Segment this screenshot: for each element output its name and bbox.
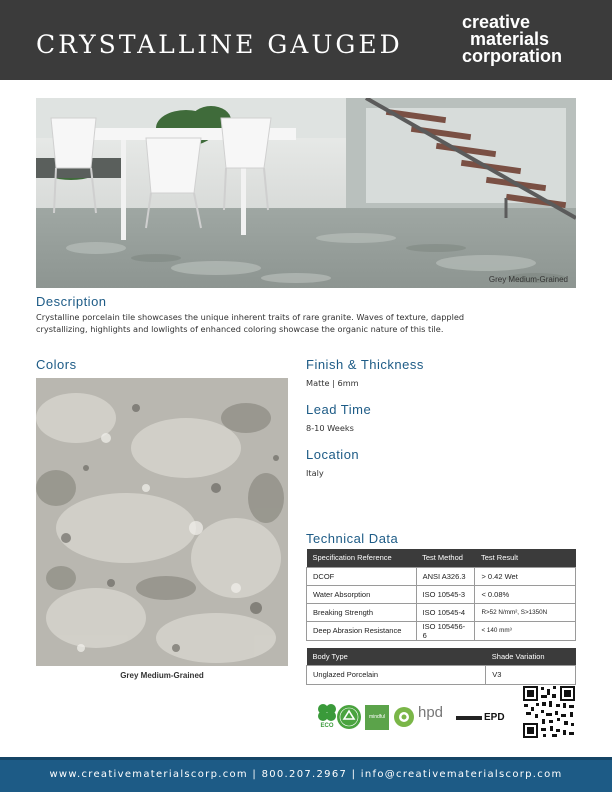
technical-data-table [306, 549, 576, 641]
footer-contact[interactable]: www.creativematerialscorp.com | 800.207.2967 | info@creativematerialscorp.com [49, 769, 563, 780]
table-cell: DCOF [307, 567, 417, 585]
table-cell: Unglazed Porcelain [307, 665, 486, 684]
epd-label: EPD [484, 712, 505, 723]
recycle-icon [336, 704, 362, 730]
table-row [307, 567, 576, 585]
declare-icon [393, 706, 415, 728]
column-header: Body Type [307, 648, 486, 665]
table-cell: ANSI A326.3 [416, 567, 475, 585]
footer-bar [0, 757, 612, 792]
table-cell: ISO 105456-6 [416, 621, 475, 640]
description-heading: Description [36, 294, 107, 309]
table-cell: Breaking Strength [307, 603, 417, 621]
table-cell: < 140 mm³ [475, 621, 576, 640]
lead-time-heading: Lead Time [306, 402, 372, 417]
epd-bar [456, 716, 482, 720]
mindful-materials-icon [365, 705, 389, 730]
eco-clover-icon [316, 702, 338, 728]
logo-line-1: creative [462, 12, 531, 32]
location-value: Italy [306, 468, 324, 478]
color-swatch-image [36, 378, 288, 666]
company-logo [462, 14, 562, 65]
hpd-label: hpd [418, 704, 444, 721]
body-type-table [306, 648, 576, 685]
hero-photo [36, 98, 576, 288]
description-line-2: crystallizing, highlights and lowlights of enhanced coloring showcase the organic nature of this tile. [36, 324, 444, 334]
table-cell: ISO 10545-3 [416, 585, 475, 603]
column-header: Shade Variation [486, 648, 576, 665]
table-row [307, 665, 576, 684]
product-title: CRYSTALLINE GAUGED [36, 30, 403, 59]
table-cell: ISO 10545-4 [416, 603, 475, 621]
swatch-caption: Grey Medium-Grained [120, 671, 204, 680]
table-row [307, 585, 576, 603]
column-header: Test Result [475, 549, 576, 567]
table-cell: Deep Abrasion Resistance [307, 621, 417, 640]
table-header-row [307, 549, 576, 567]
table-header-row [307, 648, 576, 665]
mindful-label: mindful [368, 714, 386, 720]
column-header: Specification Reference [307, 549, 417, 567]
table-cell: < 0.08% [475, 585, 576, 603]
finish-value: Matte | 6mm [306, 378, 359, 388]
hpd-icon [418, 704, 452, 730]
header-bar [0, 0, 612, 80]
table-cell: > 0.42 Wet [475, 567, 576, 585]
description-text [36, 311, 581, 335]
technical-data-heading: Technical Data [306, 531, 399, 546]
table-row [307, 621, 576, 640]
logo-line-2: materials [470, 29, 550, 49]
table-cell: Water Absorption [307, 585, 417, 603]
table-row [307, 603, 576, 621]
eco-label: ECO [320, 723, 334, 728]
table-cell: V3 [486, 665, 576, 684]
description-line-1: Crystalline porcelain tile showcases the unique inherent traits of rare granite. Waves of texture, dappled [36, 312, 465, 322]
column-header: Test Method [416, 549, 475, 567]
qr-code-icon[interactable] [522, 685, 576, 739]
lead-time-value: 8-10 Weeks [306, 423, 354, 433]
table-cell: R>52 N/mm², S>1350N [475, 603, 576, 621]
epd-icon [456, 712, 514, 726]
colors-heading: Colors [36, 357, 77, 372]
logo-line-3: corporation [462, 46, 563, 66]
finish-heading: Finish & Thickness [306, 357, 424, 372]
location-heading: Location [306, 447, 360, 462]
hero-caption: Grey Medium-Grained [488, 275, 568, 284]
